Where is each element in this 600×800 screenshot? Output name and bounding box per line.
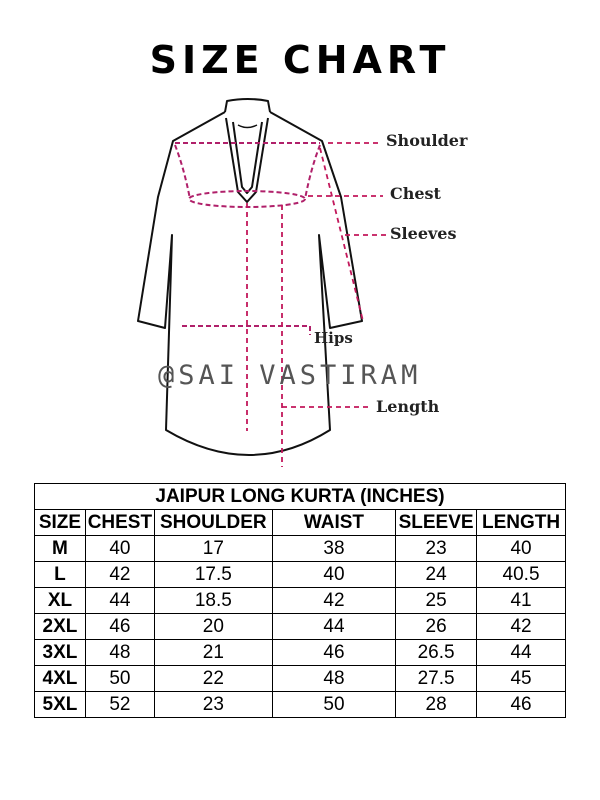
length-measure-lines: [247, 143, 386, 467]
length-label: Length: [376, 397, 440, 416]
size-cell: M: [35, 536, 86, 562]
length-cell: 42: [477, 614, 566, 640]
sleeve-cell: 26.5: [396, 640, 477, 666]
chest-cell: 52: [85, 692, 154, 718]
sleeve-cell: 25: [396, 588, 477, 614]
table-row: [35, 562, 566, 588]
table-row: [35, 588, 566, 614]
waist-cell: 40: [272, 562, 395, 588]
length-cell: 40: [477, 536, 566, 562]
column-header-length: LENGTH: [477, 510, 566, 536]
column-header-waist: WAIST: [272, 510, 395, 536]
waist-cell: 44: [272, 614, 395, 640]
sleeve-cell: 27.5: [396, 666, 477, 692]
kurta-outline: [138, 99, 362, 455]
waist-cell: 46: [272, 640, 395, 666]
size-cell: XL: [35, 588, 86, 614]
table-row: [35, 692, 566, 718]
waist-cell: 50: [272, 692, 395, 718]
chest-cell: 44: [85, 588, 154, 614]
shoulder-cell: 21: [154, 640, 272, 666]
table-row: [35, 614, 566, 640]
page-title: SIZE CHART: [149, 38, 451, 82]
shoulder-cell: 17: [154, 536, 272, 562]
chest-cell: 48: [85, 640, 154, 666]
kurta-measurement-diagram: [0, 95, 600, 475]
column-header-shoulder: SHOULDER: [154, 510, 272, 536]
waist-cell: 38: [272, 536, 395, 562]
table-header-row: [35, 510, 566, 536]
size-cell: 3XL: [35, 640, 86, 666]
waist-cell: 42: [272, 588, 395, 614]
sleeve-cell: 24: [396, 562, 477, 588]
size-cell: 5XL: [35, 692, 86, 718]
column-header-sleeve: SLEEVE: [396, 510, 477, 536]
length-cell: 41: [477, 588, 566, 614]
length-cell: 46: [477, 692, 566, 718]
chest-label: Chest: [390, 184, 441, 203]
column-header-size: SIZE: [35, 510, 86, 536]
size-cell: L: [35, 562, 86, 588]
chest-cell: 40: [85, 536, 154, 562]
sleeve-cell: 23: [396, 536, 477, 562]
table-row: [35, 536, 566, 562]
sleeves-label: Sleeves: [390, 224, 457, 243]
length-cell: 45: [477, 666, 566, 692]
chest-cell: 46: [85, 614, 154, 640]
length-cell: 44: [477, 640, 566, 666]
size-cell: 4XL: [35, 666, 86, 692]
table-caption: JAIPUR LONG KURTA (INCHES): [35, 484, 566, 510]
chest-cell: 50: [85, 666, 154, 692]
column-header-chest: CHEST: [85, 510, 154, 536]
shoulder-cell: 23: [154, 692, 272, 718]
length-cell: 40.5: [477, 562, 566, 588]
size-cell: 2XL: [35, 614, 86, 640]
sleeve-cell: 28: [396, 692, 477, 718]
shoulder-cell: 22: [154, 666, 272, 692]
shoulder-label: Shoulder: [386, 131, 468, 150]
table-row: [35, 666, 566, 692]
shoulder-cell: 17.5: [154, 562, 272, 588]
table-caption-row: [35, 484, 566, 510]
size-table: [34, 483, 566, 718]
chest-cell: 42: [85, 562, 154, 588]
watermark-text: @SAI VASTIRAM: [158, 360, 422, 391]
shoulder-cell: 18.5: [154, 588, 272, 614]
hips-label: Hips: [314, 329, 353, 347]
sleeve-cell: 26: [396, 614, 477, 640]
table-row: [35, 640, 566, 666]
shoulder-cell: 20: [154, 614, 272, 640]
waist-cell: 48: [272, 666, 395, 692]
